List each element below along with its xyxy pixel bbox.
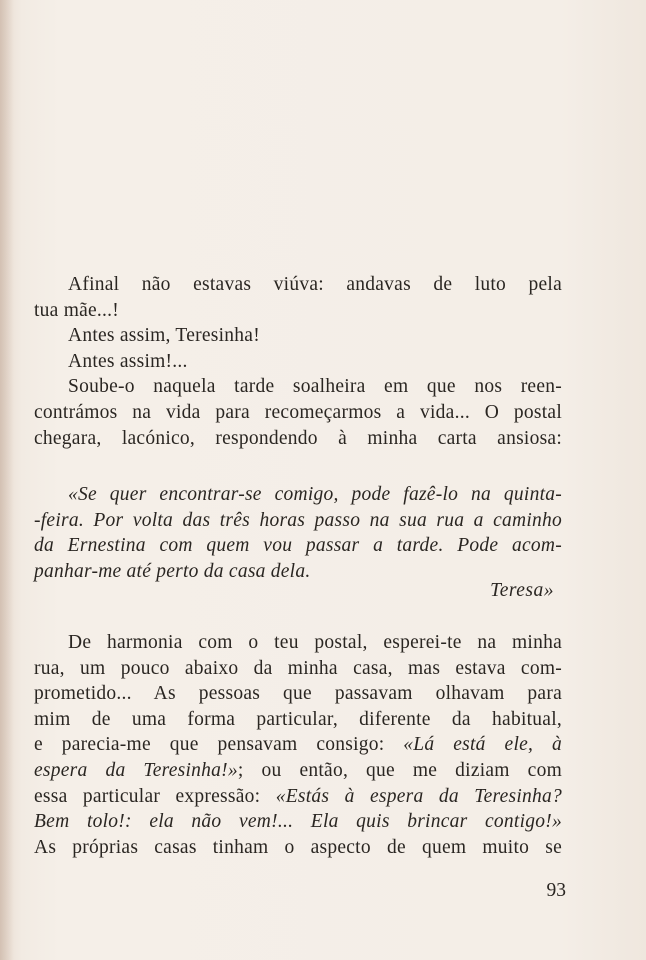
page-number: 93 <box>546 880 566 901</box>
text-line: prometido... As pessoas que passavam olhavam para <box>34 683 562 705</box>
postal-signature: Teresa» <box>490 580 554 601</box>
text-line: contrámos na vida para recomeçarmos a vida... O postal <box>34 401 562 423</box>
inner-quote: «Estás à espera da Teresinha? <box>275 785 562 807</box>
paragraph-opening <box>34 272 562 451</box>
text-line: Soube-o naquela tarde soalheira em que nos reen- <box>68 376 562 398</box>
postal-quote <box>34 482 562 584</box>
text-segment: essa particular expressão: <box>34 785 276 807</box>
text-line: rua, um pouco abaixo da minha casa, mas estava com- <box>34 657 562 679</box>
quote-line: panhar-me até perto da casa dela. <box>34 560 311 582</box>
text-line <box>34 758 562 784</box>
text-line: As próprias casas tinham o aspecto de quem muito se <box>34 836 562 858</box>
text-line: Antes assim, Teresinha! <box>68 325 260 347</box>
inner-quote: espera da Teresinha!» <box>34 759 238 781</box>
text-line: tua mãe...! <box>34 299 120 321</box>
text-line: chegara, lacónico, respondendo à minha carta ansiosa: <box>34 427 562 449</box>
quote-line: da Ernestina com quem vou passar a tarde. Pode acom- <box>34 535 562 557</box>
text-line: mim de uma forma particular, diferente da habitual, <box>34 708 562 730</box>
text-line: Afinal não estavas viúva: andavas de luto pela <box>68 274 562 295</box>
text-line <box>34 784 562 810</box>
text-segment: ; ou então, que me diziam com <box>237 759 563 781</box>
text-line: De harmonia com o teu postal, esperei-te na minha <box>68 632 562 653</box>
text-line <box>34 732 562 758</box>
paragraph-waiting <box>34 630 562 860</box>
quote-line: -feira. Por volta das três horas passo na sua rua a caminho <box>34 509 562 531</box>
text-segment: e parecia-me que pensavam consigo: <box>34 734 404 756</box>
text-line: Antes assim!... <box>68 350 188 372</box>
inner-quote-line: Bem tolo!: ela não vem!... Ela quis brincar contigo!» <box>34 811 562 833</box>
quote-line: «Se quer encontrar-se comigo, pode fazê-lo na quinta- <box>68 484 562 505</box>
page-gutter-shadow <box>0 0 14 960</box>
inner-quote: «Lá está ele, à <box>403 734 563 756</box>
